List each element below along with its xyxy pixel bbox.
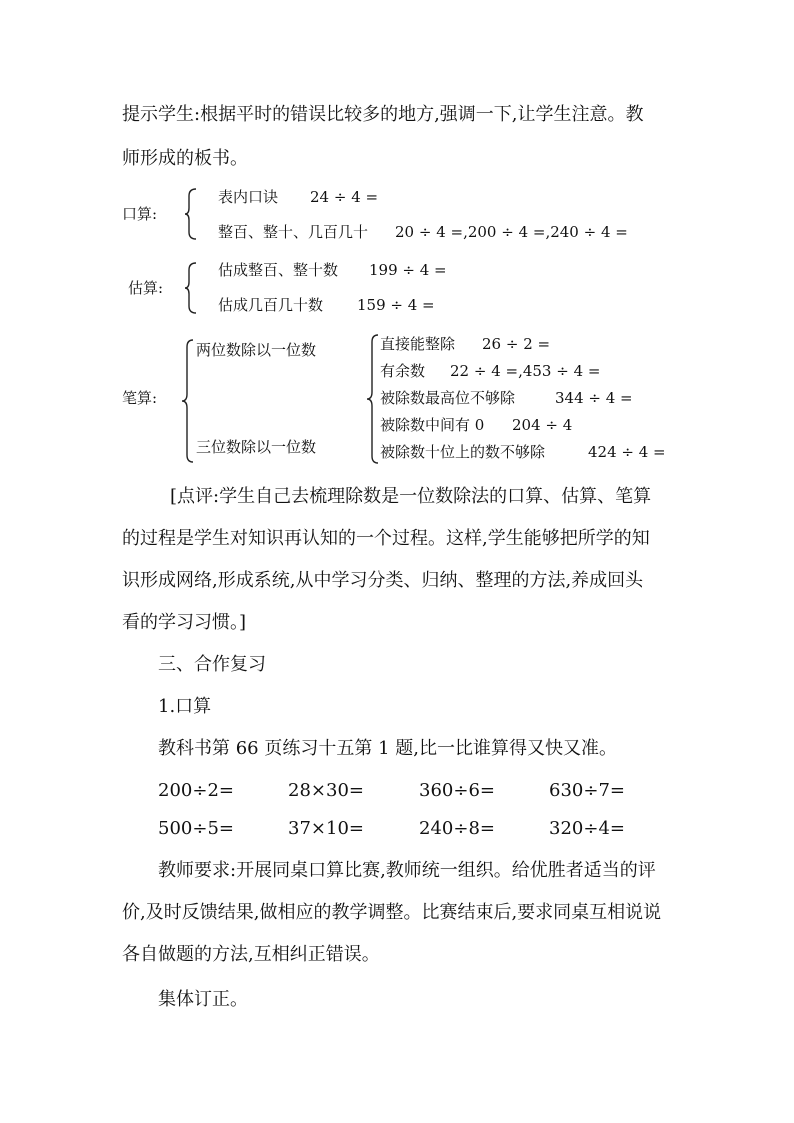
comment-line-2: 的过程是学生对知识再认知的一个过程。这样,学生能够把所学的知	[122, 528, 650, 549]
subsection-heading: 1.口算	[158, 696, 212, 717]
case-1-name: 直接能整除	[380, 335, 456, 353]
case-5-name: 被除数十位上的数不够除	[380, 443, 546, 461]
problem-1-1: 200÷2=	[158, 780, 234, 801]
comment-line-3: 识形成网络,形成系统,从中学习分类、归纳、整理的方法,养成回头	[122, 570, 644, 591]
oral-row-2-expr: 20 ÷ 4 =,200 ÷ 4 =,240 ÷ 4 =	[395, 223, 628, 241]
requirement-line-3: 各自做题的方法,互相纠正错误。	[122, 944, 380, 965]
case-4-name: 被除数中间有 0	[380, 416, 485, 434]
problem-2-4: 320÷4=	[549, 818, 625, 839]
estimate-row-1-expr: 199 ÷ 4 =	[369, 261, 447, 279]
estimate-row-2-expr: 159 ÷ 4 =	[357, 296, 435, 314]
problem-1-2: 28×30=	[288, 780, 364, 801]
estimate-row-1-name: 估成整百、整十数	[218, 261, 339, 279]
problem-1-4: 630÷7=	[549, 780, 625, 801]
estimate-brace	[184, 262, 198, 314]
case-4-expr: 204 ÷ 4	[512, 416, 573, 434]
requirement-line-1: 教师要求:开展同桌口算比赛,教师统一组织。给优胜者适当的评	[158, 860, 656, 881]
case-3-name: 被除数最高位不够除	[380, 389, 516, 407]
problem-2-2: 37×10=	[288, 818, 364, 839]
case-3-expr: 344 ÷ 4 =	[555, 389, 633, 407]
comment-line-1: [点评:学生自己去梳理除数是一位数除法的口算、估算、笔算	[170, 486, 652, 507]
oral-row-1-expr: 24 ÷ 4 =	[310, 188, 379, 206]
correction-text: 集体订正。	[158, 989, 248, 1010]
case-2-expr: 22 ÷ 4 =,453 ÷ 4 =	[450, 362, 601, 380]
section-heading: 三、合作复习	[158, 654, 266, 675]
problem-2-3: 240÷8=	[419, 818, 495, 839]
problem-2-1: 500÷5=	[158, 818, 234, 839]
estimate-label: 估算:	[128, 279, 164, 297]
intro-line-2: 师形成的板书。	[122, 148, 248, 169]
written-inner-brace	[366, 334, 380, 464]
estimate-row-2-name: 估成几百几十数	[218, 296, 324, 314]
comment-line-4: 看的学习习惯。]	[122, 612, 247, 633]
oral-row-1-name: 表内口诀	[218, 188, 279, 206]
case-5-expr: 424 ÷ 4 =	[588, 443, 666, 461]
written-label: 笔算:	[122, 389, 158, 407]
oral-row-2-name: 整百、整十、几百几十	[218, 223, 369, 241]
written-outer-brace	[181, 339, 195, 463]
written-group-1: 两位数除以一位数	[196, 341, 317, 359]
written-group-2: 三位数除以一位数	[196, 438, 317, 456]
intro-line-1: 提示学生:根据平时的错误比较多的地方,强调一下,让学生注意。教	[122, 104, 644, 125]
case-1-expr: 26 ÷ 2 =	[482, 335, 551, 353]
case-2-name: 有余数	[380, 362, 426, 380]
task-text: 教科书第 66 页练习十五第 1 题,比一比谁算得又快又准。	[158, 738, 617, 759]
oral-label: 口算:	[122, 205, 158, 223]
requirement-line-2: 价,及时反馈结果,做相应的教学调整。比赛结束后,要求同桌互相说说	[122, 902, 662, 923]
problem-1-3: 360÷6=	[419, 780, 495, 801]
oral-brace	[184, 188, 198, 240]
